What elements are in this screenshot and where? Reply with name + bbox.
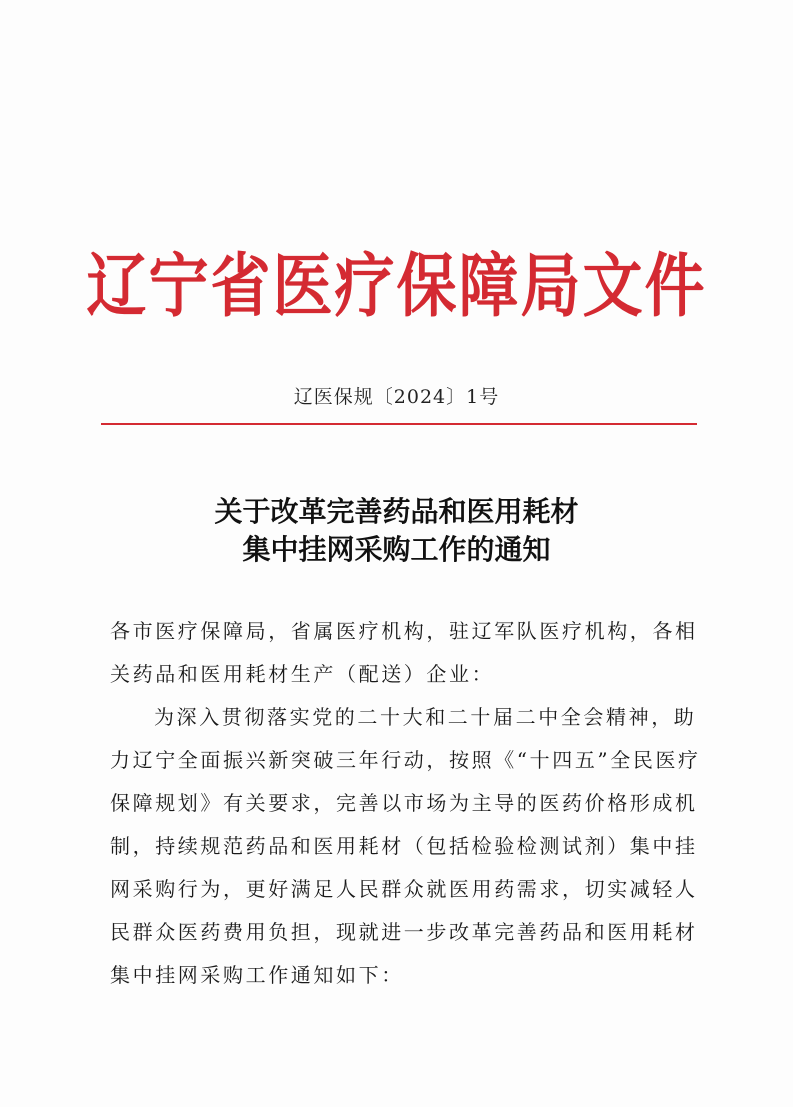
- document-number: 辽医保规〔2024〕1号: [293, 386, 500, 408]
- issuing-authority-title: 辽宁省医疗保障局文件: [86, 246, 707, 327]
- document-body: [110, 610, 710, 997]
- body-paragraph: 为深入贯彻落实党的二十大和二十届二中全会精神，助力辽宁全面振兴新突破三年行动，按照《“十四五”全民医疗保障规划》有关要求，完善以市场为主导的医药价格形成机制，持续规范药品和医用耗材（包括检验检测试剂）集中挂网采购行为，更好满足人民群众就医用药需求，切实减轻人民群众医药费用负担，现就进一步改革完善药品和医用耗材集中挂网采购工作通知如下：: [110, 705, 701, 987]
- notice-title: [0, 493, 793, 569]
- notice-title-line-2: 集中挂网采购工作的通知: [242, 533, 551, 566]
- red-divider-line: [101, 423, 697, 425]
- addressee-paragraph: 各市医疗保障局，省属医疗机构，驻辽军队医疗机构，各相关药品和医用耗材生产（配送）企业：: [110, 619, 698, 686]
- notice-title-line-1: 关于改革完善药品和医用耗材: [214, 495, 579, 528]
